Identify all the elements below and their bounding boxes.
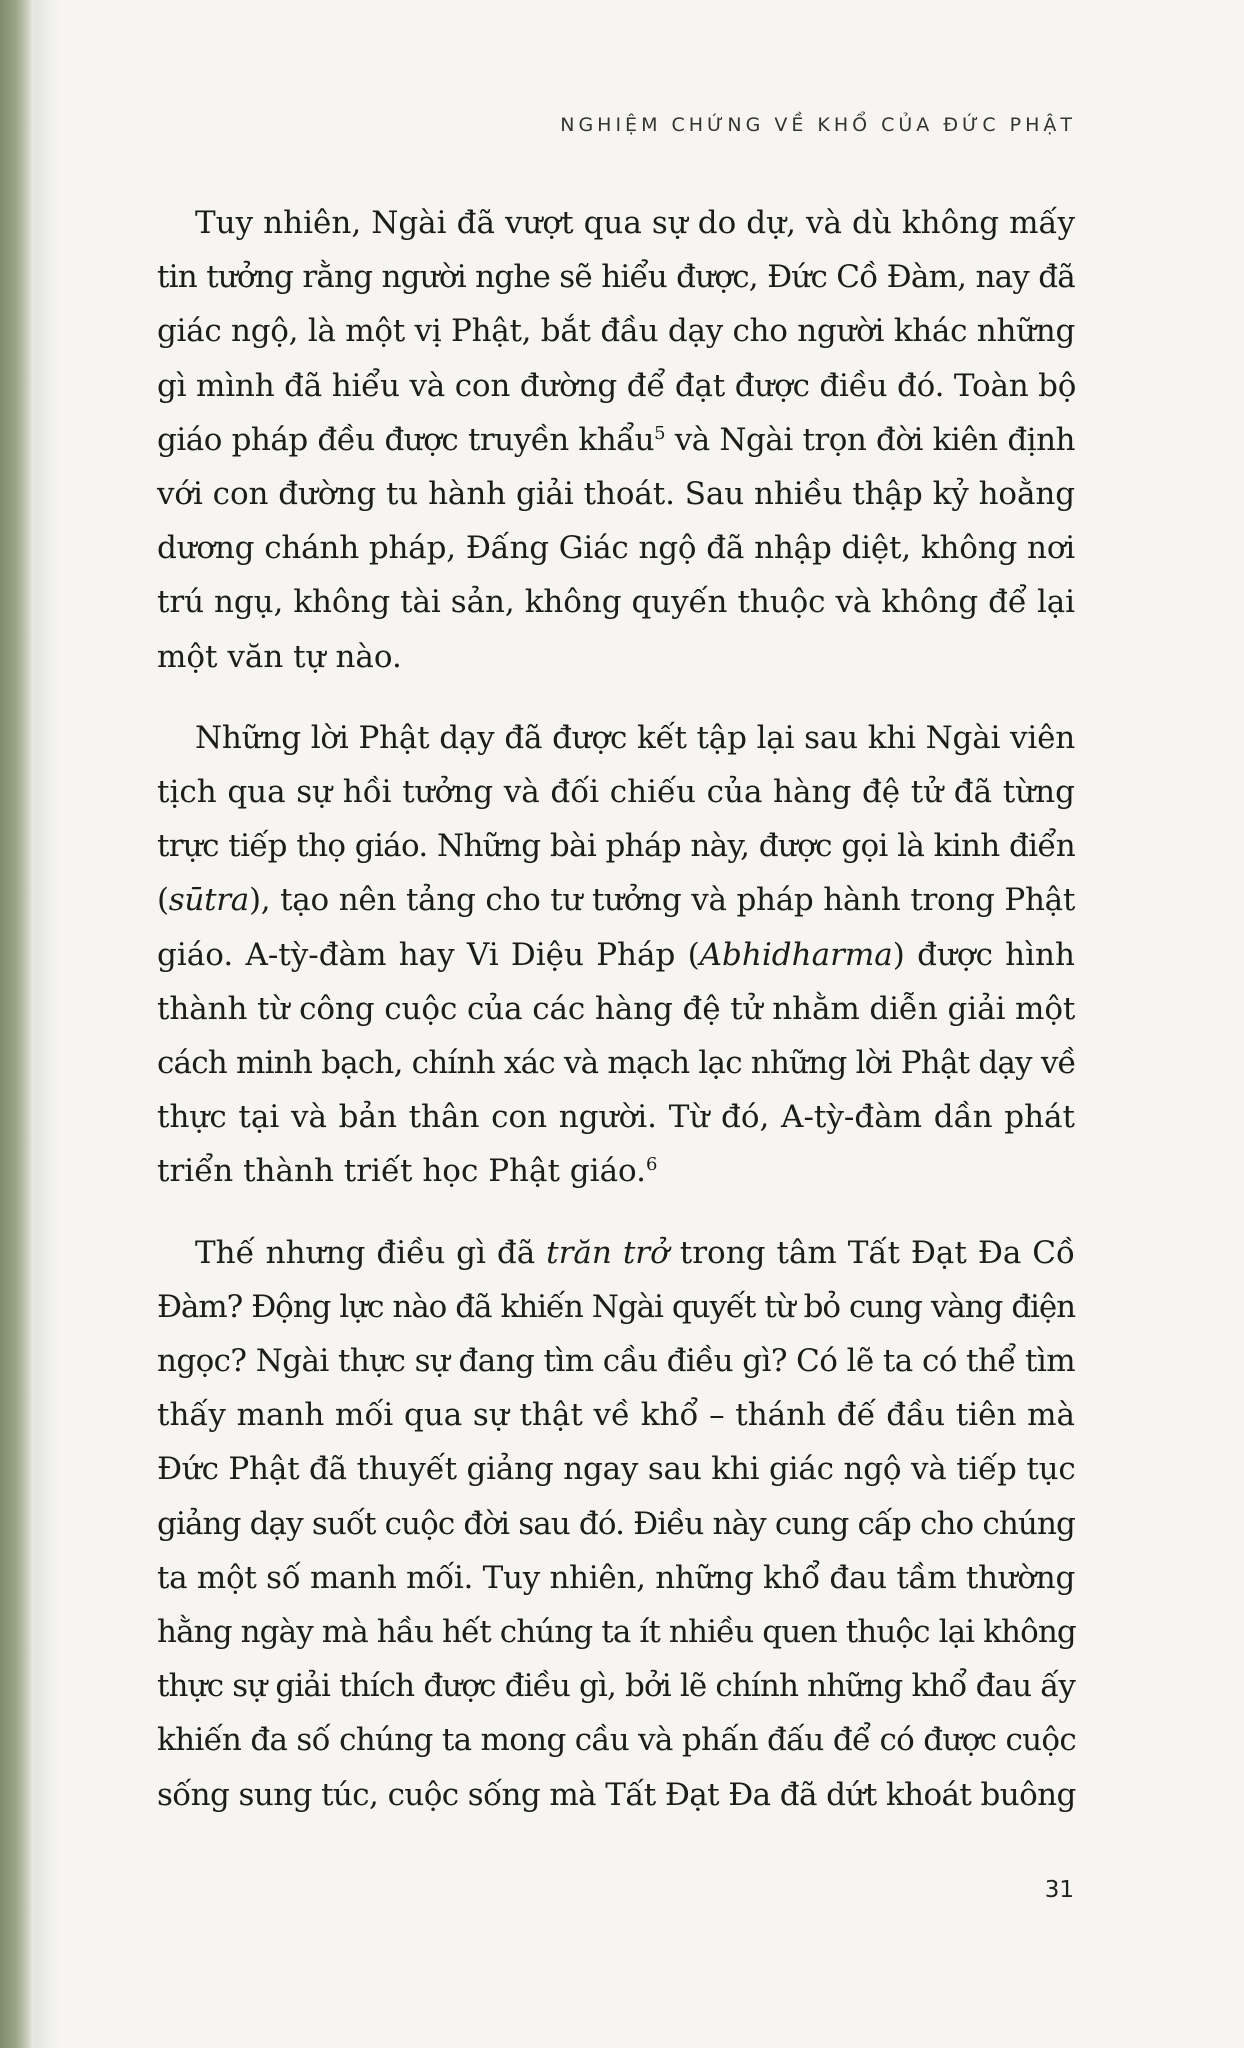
footnote-marker: 6 — [646, 1154, 658, 1176]
text-line: sống sung túc, cuộc sống mà Tất Đạt Đa đã dứt khoát buông — [157, 1776, 1076, 1813]
text-line: tin tưởng rằng người nghe sẽ hiểu được, Đức Cồ Đàm, nay đã — [157, 259, 1075, 296]
text-segment: và Ngài trọn đời kiên định — [665, 421, 1076, 458]
text-line: với con đường tu hành giải thoát. Sau nhiều thập kỷ hoằng — [157, 476, 1075, 513]
text-line: trực tiếp thọ giáo. Những bài pháp này, được gọi là kinh điển — [157, 828, 1075, 865]
gutter-shadow — [34, 0, 60, 2048]
text-line — [157, 413, 1075, 467]
text-segment: ) được hình — [892, 936, 1075, 973]
text-line: ngọc? Ngài thực sự đang tìm cầu điều gì? Có lẽ ta có thể tìm — [157, 1343, 1075, 1380]
italic-term: trăn trở — [546, 1234, 669, 1271]
text-line: giác ngộ, là một vị Phật, bắt đầu dạy cho người khác những — [157, 313, 1075, 350]
text-line — [157, 873, 1075, 927]
italic-term: sūtra — [168, 882, 249, 919]
text-line: khiến đa số chúng ta mong cầu và phấn đấu để có được cuộc — [157, 1722, 1077, 1759]
paragraph-2 — [157, 711, 1075, 1199]
text-line — [157, 928, 1075, 982]
text-line: thực sự giải thích được điều gì, bởi lẽ chính những khổ đau ấy — [157, 1668, 1075, 1705]
footnote-marker: 5 — [654, 423, 666, 445]
book-spine-edge — [0, 0, 34, 2048]
paragraph-3 — [157, 1226, 1075, 1822]
text-line — [157, 1226, 1075, 1280]
text-line: giảng dạy suốt cuộc đời sau đó. Điều này cung cấp cho chúng — [157, 1505, 1075, 1542]
text-line: Đàm? Động lực nào đã khiến Ngài quyết từ bỏ cung vàng điện — [157, 1288, 1075, 1325]
text-line: thực tại và bản thân con người. Từ đó, A-tỳ-đàm dần phát — [157, 1099, 1075, 1136]
text-segment: triển thành triết học Phật giáo. — [157, 1153, 647, 1190]
text-segment: ), tạo nên tảng cho tư tưởng và pháp hành trong Phật — [248, 882, 1075, 919]
text-segment: giáo pháp đều được truyền khẩu — [157, 421, 655, 458]
text-line: ta một số manh mối. Tuy nhiên, những khổ đau tầm thường — [157, 1559, 1075, 1596]
page-number: 31 — [1044, 1877, 1074, 1903]
text-line: Những lời Phật dạy đã được kết tập lại sau khi Ngài viên — [195, 719, 1075, 756]
text-line: một văn tự nào. — [157, 638, 402, 675]
text-line: hằng ngày mà hầu hết chúng ta ít nhiều quen thuộc lại không — [157, 1614, 1076, 1651]
text-line: trú ngụ, không tài sản, không quyến thuộc và không để lại — [157, 584, 1075, 621]
running-header: NGHIỆM CHỨNG VỀ KHỔ CỦA ĐỨC PHẬT — [560, 114, 1076, 136]
paragraph-1 — [157, 196, 1075, 684]
text-line: thành từ công cuộc của các hàng đệ tử nhằm diễn giải một — [157, 990, 1076, 1027]
text-line: Đức Phật đã thuyết giảng ngay sau khi giác ngộ và tiếp tục — [157, 1451, 1076, 1488]
body-text — [157, 196, 1075, 1849]
text-segment: giáo. A-tỳ-đàm hay Vi Diệu Pháp ( — [157, 936, 700, 973]
text-line: tịch qua sự hồi tưởng và đối chiếu của hàng đệ tử đã từng — [157, 774, 1075, 811]
text-line: dương chánh pháp, Đấng Giác ngộ đã nhập diệt, không nơi — [157, 530, 1075, 567]
text-line: Tuy nhiên, Ngài đã vượt qua sự do dự, và dù không mấy — [195, 205, 1075, 241]
text-segment: Thế nhưng điều gì đã — [195, 1234, 547, 1271]
text-segment: trong tâm Tất Đạt Đa Cồ — [668, 1234, 1075, 1271]
text-line: thấy manh mối qua sự thật về khổ – thánh đế đầu tiên mà — [157, 1397, 1075, 1434]
text-line: gì mình đã hiểu và con đường để đạt được điều đó. Toàn bộ — [157, 367, 1077, 404]
text-line — [157, 1144, 1075, 1198]
italic-term: Abhidharma — [699, 936, 893, 973]
text-segment: ( — [157, 882, 169, 919]
text-line: cách minh bạch, chính xác và mạch lạc những lời Phật dạy về — [157, 1045, 1076, 1082]
